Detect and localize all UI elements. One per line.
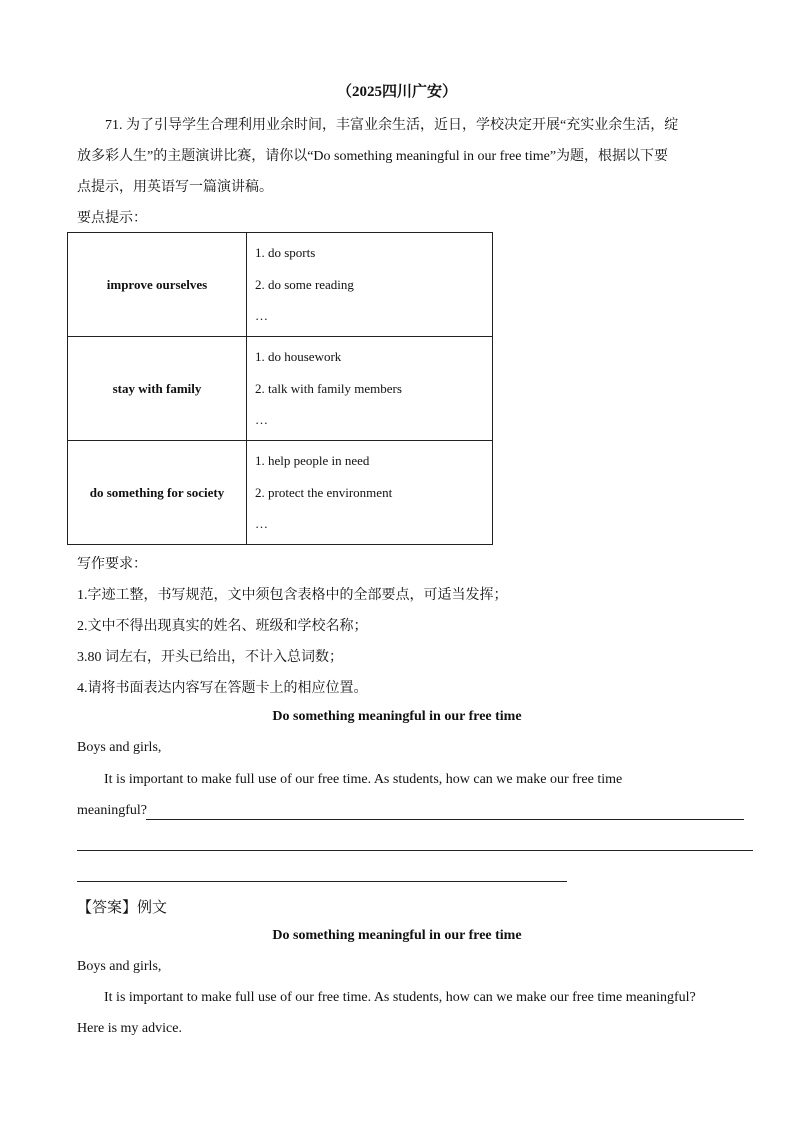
requirement-item: 4.请将书面表达内容写在答题卡上的相应位置。 xyxy=(77,681,368,696)
list-item: 2. talk with family members xyxy=(255,380,402,396)
page-title: （2025四川广安） xyxy=(336,84,457,100)
list-item: 2. do some reading xyxy=(255,276,354,292)
requirement-item: 2.文中不得出现真实的姓名、班级和学校名称； xyxy=(77,619,368,634)
question-line-2: 放多彩人生”的主题演讲比赛，请你以“Do something meaningful in our free time”为题，根据以下要 xyxy=(77,149,669,164)
category-cell: stay with family xyxy=(68,337,247,441)
list-item: … xyxy=(255,516,268,532)
table-row xyxy=(68,337,493,441)
essay-opening: It is important to make full use of our free time. As students, how can we make our free time xyxy=(104,772,623,787)
items-cell xyxy=(247,233,493,337)
answer-paragraph-continued: Here is my advice. xyxy=(77,1021,182,1036)
question-line-1: 71. 为了引导学生合理利用业余时间，丰富业余生活，近日，学校决定开展“充实业余生活，绽 xyxy=(105,118,679,133)
items-cell xyxy=(247,441,493,545)
answer-line xyxy=(146,819,744,820)
category-cell: do something for society xyxy=(68,441,247,545)
requirement-item: 1.字迹工整，书写规范，文中须包含表格中的全部要点，可适当发挥； xyxy=(77,588,508,603)
answer-line xyxy=(77,850,753,851)
answer-paragraph: It is important to make full use of our free time. As students, how can we make our free time meaningful? xyxy=(104,990,696,1005)
list-item: … xyxy=(255,412,268,428)
answer-line xyxy=(77,881,567,882)
table-row xyxy=(68,441,493,545)
answer-essay-title: Do something meaningful in our free time xyxy=(272,928,522,943)
answer-greeting: Boys and girls, xyxy=(77,959,162,974)
points-table xyxy=(67,232,493,545)
list-item: 1. do housework xyxy=(255,349,342,365)
requirements-title: 写作要求： xyxy=(77,557,147,572)
essay-title: Do something meaningful in our free time xyxy=(272,709,522,724)
points-label: 要点提示： xyxy=(77,211,147,226)
list-item: 1. help people in need xyxy=(255,453,370,469)
requirement-item: 3.80 词左右，开头已给出，不计入总词数； xyxy=(77,650,343,665)
list-item: 1. do sports xyxy=(255,245,316,261)
essay-greeting: Boys and girls, xyxy=(77,740,162,755)
items-cell xyxy=(247,337,493,441)
answer-label: 【答案】例文 xyxy=(77,900,168,916)
table-row xyxy=(68,233,493,337)
list-item: … xyxy=(255,308,268,324)
essay-opening-continued: meaningful? xyxy=(77,803,147,818)
category-cell: improve ourselves xyxy=(68,233,247,337)
question-line-3: 点提示，用英语写一篇演讲稿。 xyxy=(77,180,273,195)
list-item: 2. protect the environment xyxy=(255,484,393,500)
